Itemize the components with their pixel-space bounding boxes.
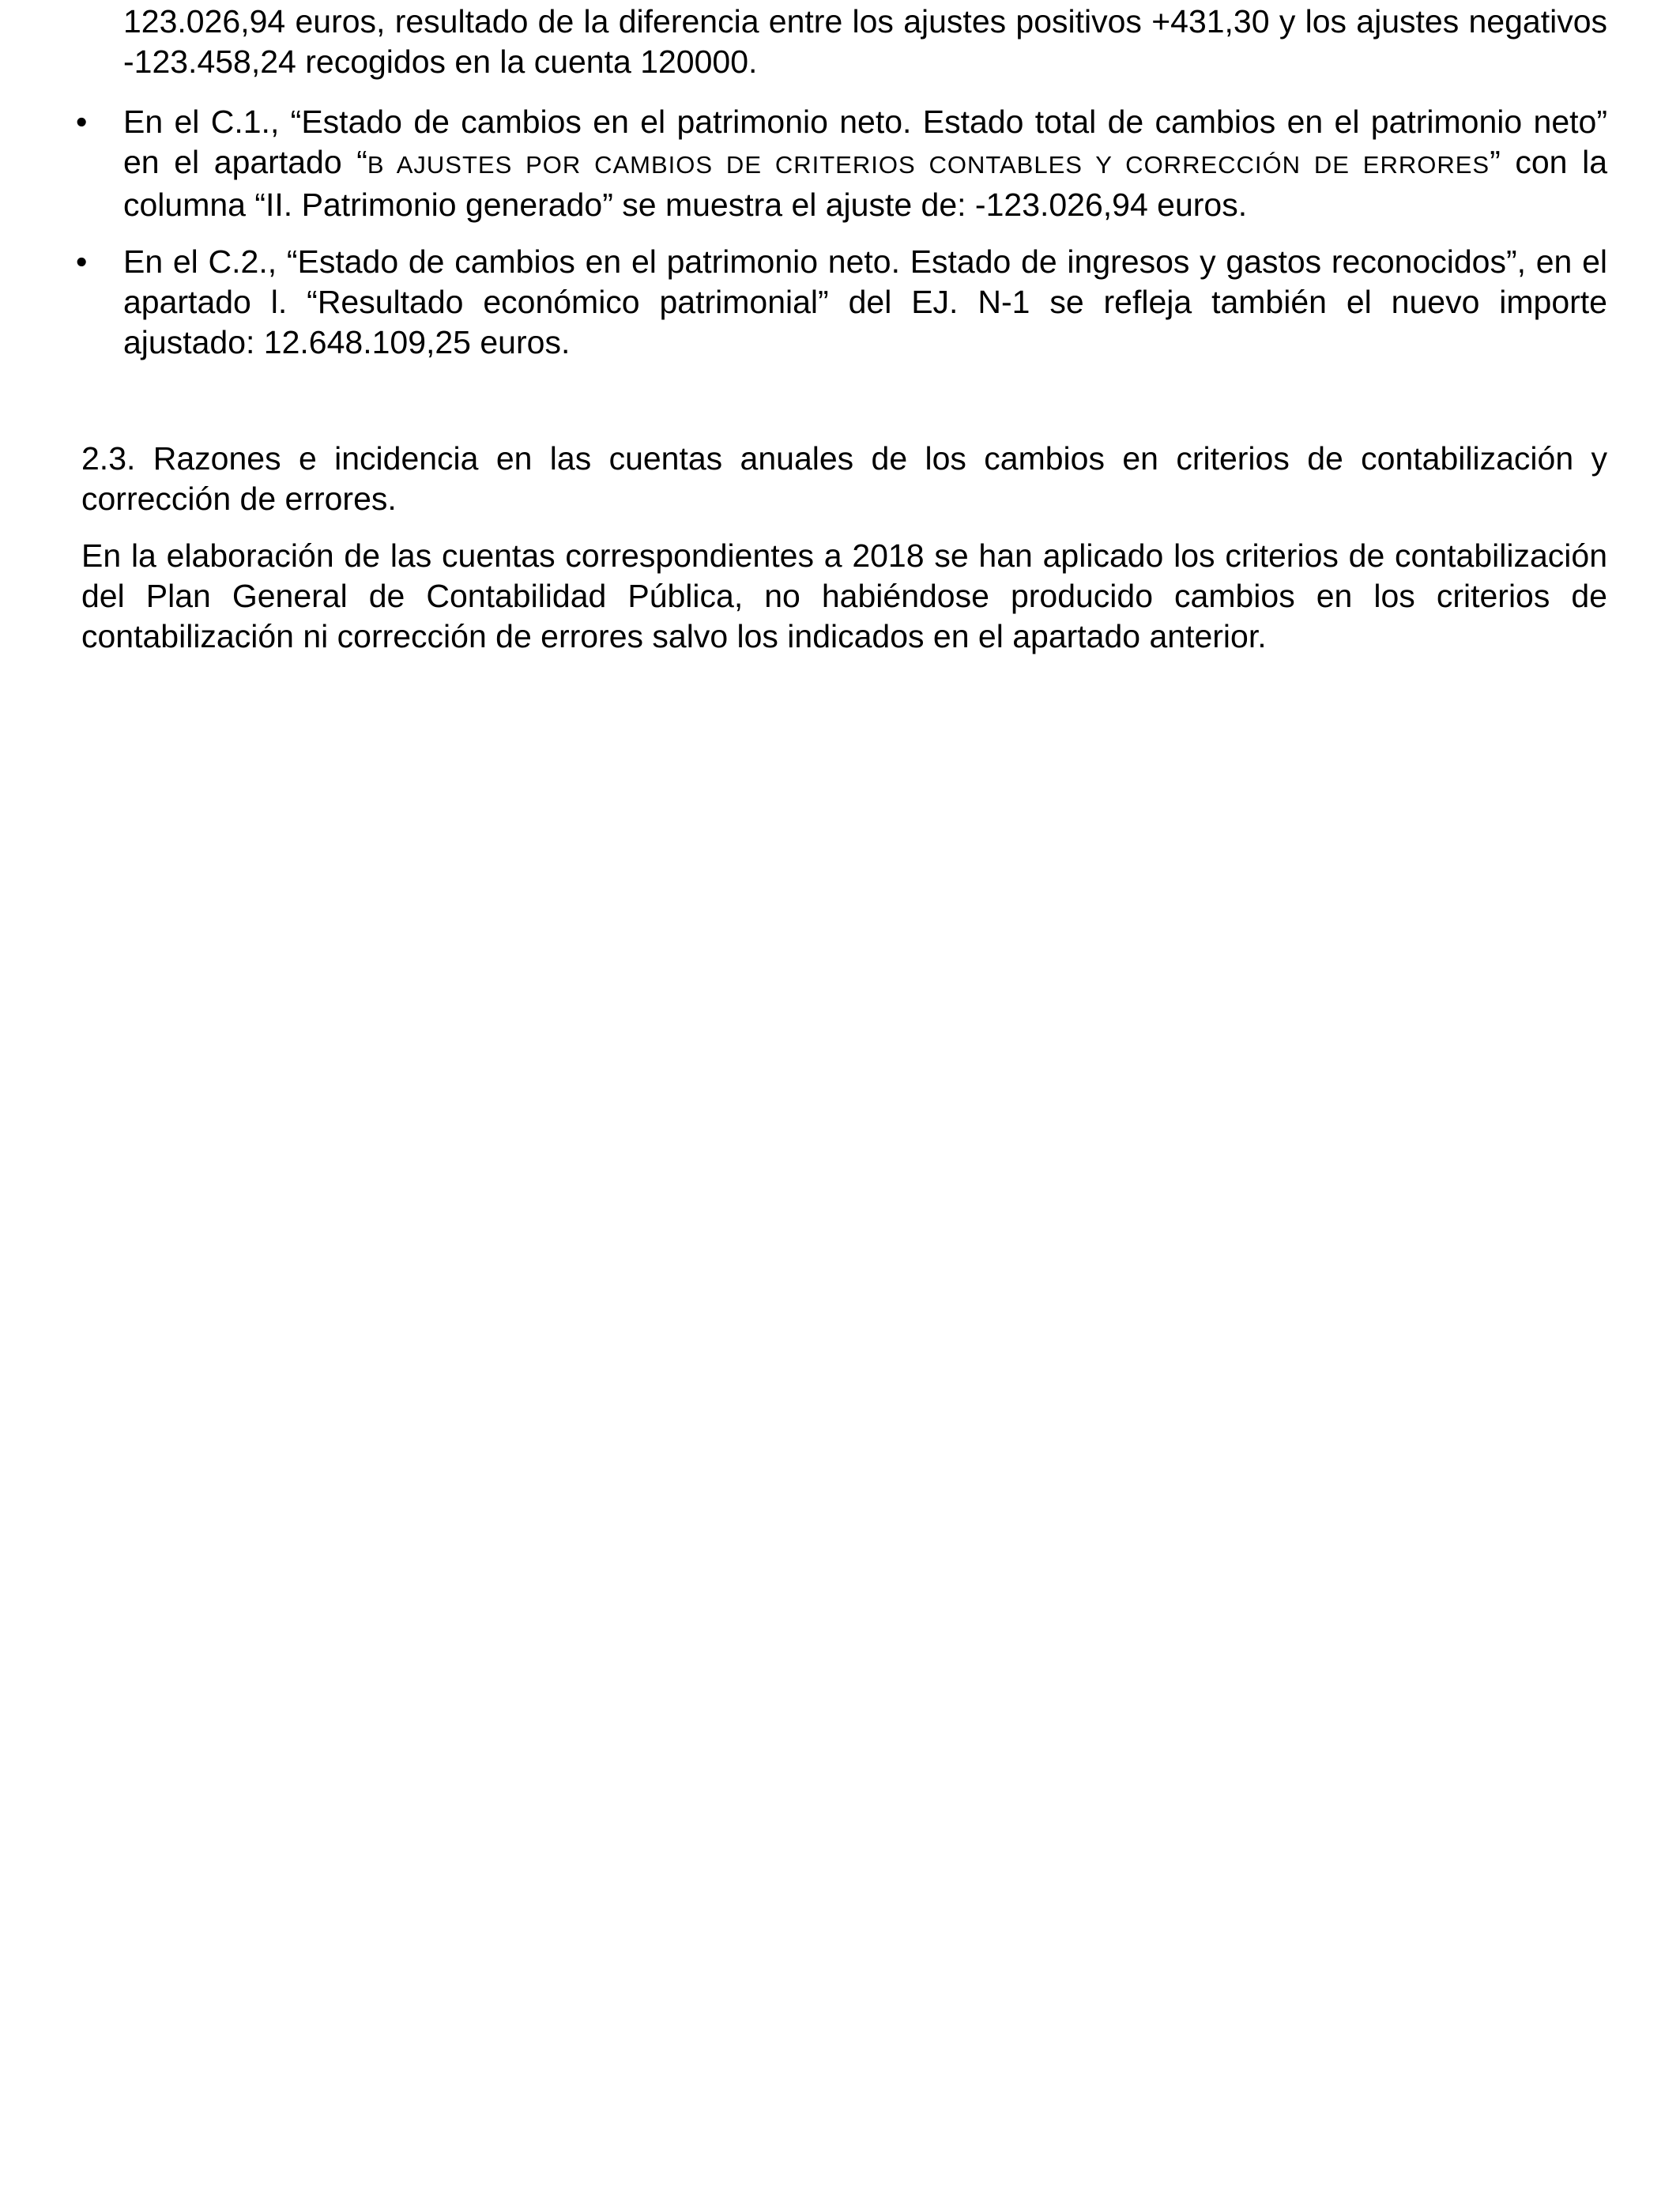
bullet-marker: • (76, 243, 88, 280)
bullet-c1-text-end: ” con la columna “II. Patrimonio generado” se muestra el ajuste de: -123.026,94 euros. (123, 144, 1608, 223)
bullet-item-c2 (76, 242, 1607, 363)
section-body-paragraph: En la elaboración de las cuentas correspondientes a 2018 se han aplicado los criterios de contabilización del Plan General de Contabilidad Pública, no habiéndose producido cambios en los criterios de contabilización ni corrección de errores salvo los indicados en el apartado anterior. (81, 537, 1607, 654)
bullet-c1-smallcaps-heading: B AJUSTES POR CAMBIOS DE CRITERIOS CONTABLES Y CORRECCIÓN DE ERRORES (367, 151, 1490, 179)
section-heading: 2.3. Razones e incidencia en las cuentas anuales de los cambios en criterios de contabilización y corrección de errores. (81, 440, 1607, 517)
continuation-paragraph: 123.026,94 euros, resultado de la diferencia entre los ajustes positivos +431,30 y los ajustes negativos -123.458,24 recogidos en la cuenta 120000. (123, 3, 1607, 80)
bullet-c1-text-start: En el C.1., “Estado de cambios en el patrimonio neto. Estado total de cambios en el patrimonio neto” en el apartado “ (123, 104, 1607, 180)
bullet-item-c1 (76, 102, 1608, 225)
bullet-marker: • (76, 104, 88, 140)
bullet-c2-text: En el C.2., “Estado de cambios en el patrimonio neto. Estado de ingresos y gastos reconocidos”, en el apartado l. “Resultado económico patrimonial” del EJ. N-1 se refleja también el nuevo importe ajustado: 12.648.109,25 euros. (123, 243, 1607, 360)
